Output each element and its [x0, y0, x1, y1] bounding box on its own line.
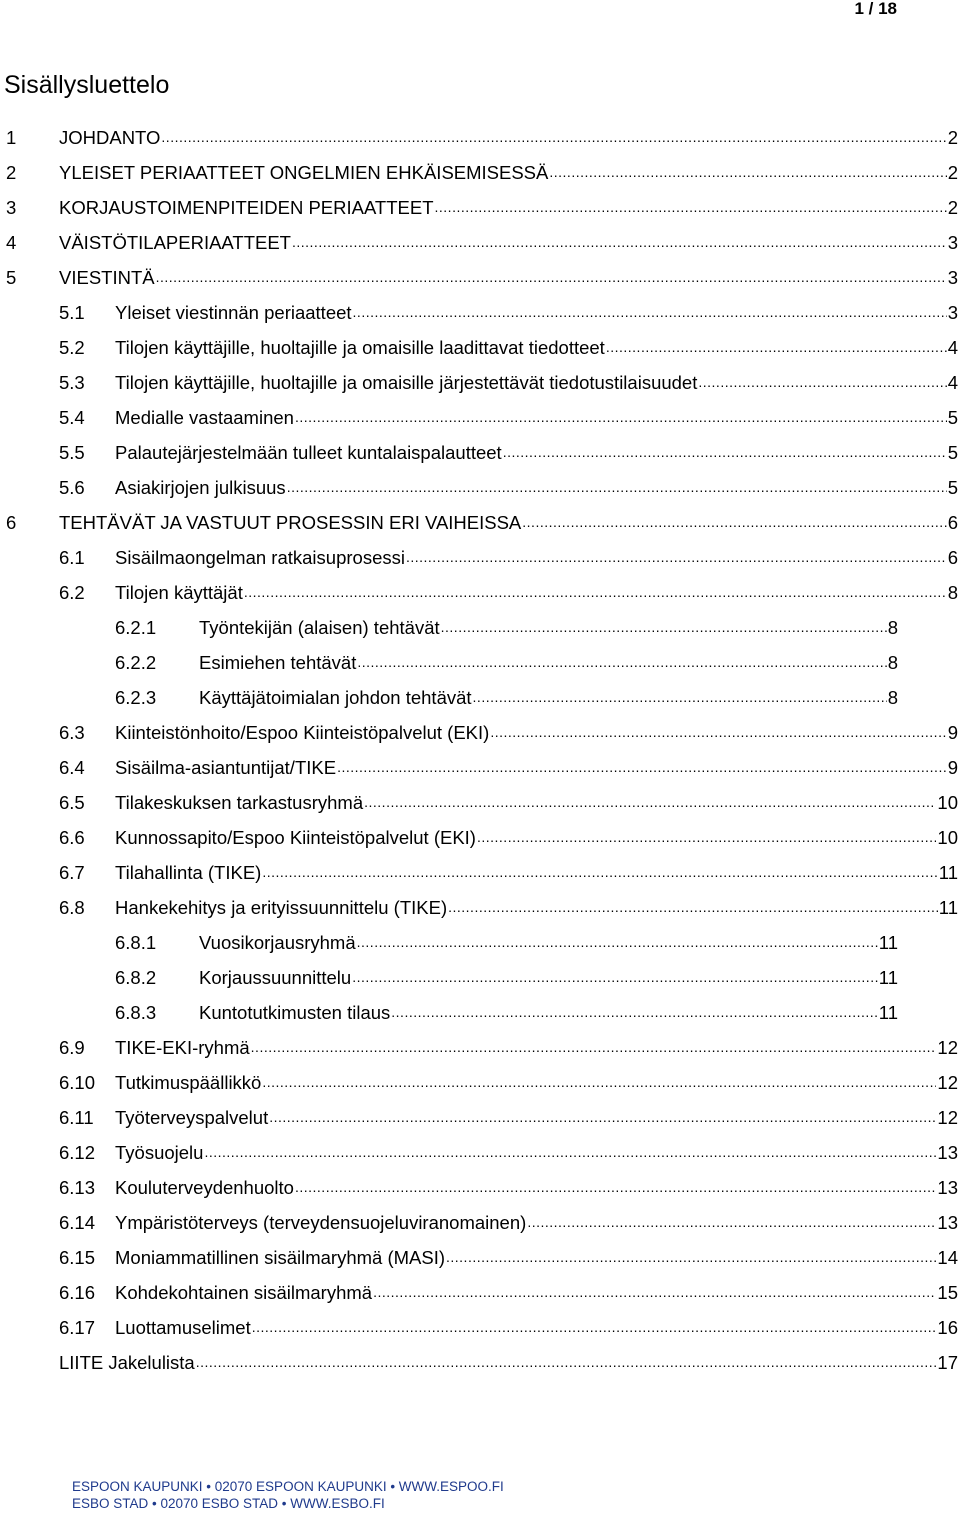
- toc-entry-title: Tilojen käyttäjät: [115, 582, 243, 603]
- toc-title: Sisällysluettelo: [4, 71, 170, 99]
- toc-entry-page: 15: [937, 1282, 958, 1303]
- toc-entry-page: 2: [947, 127, 958, 148]
- toc-entry-title: JOHDANTO: [59, 127, 161, 148]
- toc-dot-leader: [353, 295, 947, 330]
- toc-entry[interactable]: [0, 1065, 960, 1100]
- toc-entry-page: 13: [937, 1177, 958, 1198]
- toc-entry[interactable]: [0, 645, 960, 680]
- toc-entry[interactable]: [0, 470, 960, 505]
- toc-entry[interactable]: [0, 890, 960, 925]
- toc-entry-number: 6.2: [59, 582, 85, 603]
- toc-entry-page: 12: [937, 1107, 958, 1128]
- toc-entry-number: 6.9: [59, 1037, 85, 1058]
- toc-entry-number: 6.12: [59, 1142, 96, 1163]
- toc-entry[interactable]: [0, 750, 960, 785]
- toc-dot-leader: [287, 470, 947, 505]
- toc-entry[interactable]: [0, 855, 960, 890]
- toc-dot-leader: [156, 260, 947, 295]
- toc-entry-number: 5.3: [59, 372, 85, 393]
- toc-entry-page: 8: [887, 617, 898, 638]
- toc-entry-page: 11: [878, 932, 898, 953]
- toc-dot-leader: [244, 575, 947, 610]
- toc-entry-title: Hankekehitys ja erityissuunnittelu (TIKE): [115, 897, 448, 918]
- toc-entry-number: 5.5: [59, 442, 85, 463]
- toc-dot-leader: [448, 890, 938, 925]
- toc-entry-title: KORJAUSTOIMENPITEIDEN PERIAATTEET: [59, 197, 434, 218]
- toc-entry-title: TEHTÄVÄT JA VASTUUT PROSESSIN ERI VAIHEISSA: [59, 512, 522, 533]
- toc-entry[interactable]: [0, 960, 960, 995]
- toc-dot-leader: [295, 1170, 936, 1205]
- toc-entry[interactable]: [0, 190, 960, 225]
- toc-entry-number: 5.6: [59, 477, 85, 498]
- toc-entry[interactable]: [0, 1275, 960, 1310]
- toc-entry[interactable]: [0, 1240, 960, 1275]
- toc-dot-leader: [477, 820, 936, 855]
- toc-entry[interactable]: [0, 1345, 960, 1380]
- toc-entry-page: 9: [947, 722, 958, 743]
- toc-entry-page: 10: [937, 792, 958, 813]
- page-number: 1 / 18: [854, 0, 897, 18]
- toc-dot-leader: [503, 435, 947, 470]
- toc-entry-title: Kiinteistönhoito/Espoo Kiinteistöpalvelut (EKI): [115, 722, 490, 743]
- toc-entry-page: 8: [887, 652, 898, 673]
- toc-entry-page: 10: [937, 827, 958, 848]
- toc-entry-number: 6.2.3: [115, 687, 157, 708]
- toc-entry[interactable]: [0, 1310, 960, 1345]
- toc-entry-page: 6: [947, 547, 958, 568]
- toc-entry-page: 12: [937, 1037, 958, 1058]
- toc-entry-title: Kunnossapito/Espoo Kiinteistöpalvelut (EKI): [115, 827, 476, 848]
- toc-entry-page: 11: [938, 897, 958, 918]
- toc-entry-number: 6.16: [59, 1282, 96, 1303]
- toc-dot-leader: [406, 540, 947, 575]
- toc-dot-leader: [295, 400, 947, 435]
- toc-entry-title: Luottamuselimet: [115, 1317, 251, 1338]
- toc-dot-leader: [698, 365, 946, 400]
- toc-dot-leader: [357, 925, 878, 960]
- toc-entry-title: Tilojen käyttäjille, huoltajille ja omaisille laadittavat tiedotteet: [115, 337, 605, 358]
- toc-entry[interactable]: [0, 610, 960, 645]
- toc-dot-leader: [391, 995, 878, 1030]
- toc-entry-number: 6.5: [59, 792, 85, 813]
- toc-entry-title: Kuntotutkimusten tilaus: [199, 1002, 391, 1023]
- toc-entry-page: 11: [938, 862, 958, 883]
- toc-entry[interactable]: [0, 680, 960, 715]
- toc-entry-page: 4: [947, 372, 958, 393]
- toc-entry-page: 13: [937, 1212, 958, 1233]
- toc-dot-leader: [251, 1030, 937, 1065]
- toc-entry-number: 6: [6, 512, 17, 533]
- toc-entry-title: TIKE-EKI-ryhmä: [115, 1037, 250, 1058]
- toc-entry-title: Moniammatillinen sisäilmaryhmä (MASI): [115, 1247, 445, 1268]
- toc-entry-title: Tilojen käyttäjille, huoltajille ja omaisille järjestettävät tiedotustilaisuudet: [115, 372, 698, 393]
- toc-entry-number: 5: [6, 267, 17, 288]
- toc-entry[interactable]: [0, 1100, 960, 1135]
- toc-entry-title: VIESTINTÄ: [59, 267, 155, 288]
- toc-entry-page: 5: [947, 407, 958, 428]
- toc-entry-page: 2: [947, 162, 958, 183]
- toc-entry-number: 6.3: [59, 722, 85, 743]
- toc-dot-leader: [441, 610, 887, 645]
- toc-entry-page: 11: [878, 1002, 898, 1023]
- toc-entry-page: 14: [937, 1247, 958, 1268]
- toc-entry-number: 5.1: [59, 302, 85, 323]
- toc-dot-leader: [357, 645, 886, 680]
- toc-dot-leader: [352, 960, 878, 995]
- toc-entry-title: Tutkimuspäällikkö: [115, 1072, 262, 1093]
- toc-entry-number: 6.10: [59, 1072, 96, 1093]
- toc-entry-number: 6.8.2: [115, 967, 157, 988]
- toc-entry[interactable]: [0, 1205, 960, 1240]
- toc-entry-title: Yleiset viestinnän periaatteet: [115, 302, 352, 323]
- toc-dot-leader: [204, 1135, 936, 1170]
- toc-dot-leader: [196, 1345, 937, 1380]
- toc-entry-page: 2: [947, 197, 958, 218]
- toc-entry-page: 6: [947, 512, 958, 533]
- toc-entry[interactable]: [0, 715, 960, 750]
- toc-entry-title: Työterveyspalvelut: [115, 1107, 269, 1128]
- toc-entry-number: 6.11: [59, 1107, 94, 1128]
- toc-entry-title: Sisäilmaongelman ratkaisuprosessi: [115, 547, 405, 568]
- toc-entry[interactable]: [0, 1030, 960, 1065]
- toc-entry-title: LIITE Jakelulista: [59, 1352, 195, 1373]
- toc-entry-number: 5.2: [59, 337, 85, 358]
- toc-dot-leader: [262, 855, 937, 890]
- toc-entry[interactable]: [0, 995, 960, 1030]
- toc-entry-title: Vuosikorjausryhmä: [199, 932, 356, 953]
- toc-entry-title: Tilahallinta (TIKE): [115, 862, 262, 883]
- toc-entry[interactable]: [0, 925, 960, 960]
- toc-dot-leader: [606, 330, 947, 365]
- toc-entry-page: 11: [878, 967, 898, 988]
- toc-dot-leader: [269, 1100, 936, 1135]
- toc-dot-leader: [364, 785, 936, 820]
- toc-entry-page: 8: [947, 582, 958, 603]
- toc-entry-number: 6.8.3: [115, 1002, 157, 1023]
- toc-dot-leader: [527, 1205, 936, 1240]
- toc-dot-leader: [446, 1240, 936, 1275]
- toc-entry[interactable]: [0, 400, 960, 435]
- toc-entry-title: Ympäristöterveys (terveydensuojeluviranomainen): [115, 1212, 527, 1233]
- toc-entry-title: Kouluterveydenhuolto: [115, 1177, 294, 1198]
- toc-entry[interactable]: [0, 1135, 960, 1170]
- toc-entry[interactable]: [0, 820, 960, 855]
- toc-entry-title: VÄISTÖTILAPERIAATTEET: [59, 232, 291, 253]
- toc-entry-title: Sisäilma-asiantuntijat/TIKE: [115, 757, 337, 778]
- toc-entry-title: YLEISET PERIAATTEET ONGELMIEN EHKÄISEMISESSÄ: [59, 162, 549, 183]
- toc-dot-leader: [473, 680, 887, 715]
- toc-entry-page: 8: [887, 687, 898, 708]
- toc-entry[interactable]: [0, 1170, 960, 1205]
- toc-entry[interactable]: [0, 295, 960, 330]
- toc-dot-leader: [522, 505, 946, 540]
- toc-dot-leader: [435, 190, 947, 225]
- toc-dot-leader: [373, 1275, 936, 1310]
- toc-entry-number: 6.17: [59, 1317, 96, 1338]
- toc-dot-leader: [292, 225, 947, 260]
- footer-line-fi: ESPOON KAUPUNKI • 02070 ESPOON KAUPUNKI • WWW.ESPOO.FI: [72, 1479, 504, 1494]
- toc-entry-page: 3: [947, 232, 958, 253]
- toc-entry-number: 6.1: [59, 547, 85, 568]
- toc-entry-page: 17: [937, 1352, 958, 1373]
- toc-entry-number: 6.8.1: [115, 932, 157, 953]
- toc-entry-title: Työntekijän (alaisen) tehtävät: [199, 617, 440, 638]
- toc-entry-title: Työsuojelu: [115, 1142, 204, 1163]
- toc-entry-number: 3: [6, 197, 17, 218]
- toc-entry[interactable]: [0, 225, 960, 260]
- toc-entry-page: 9: [947, 757, 958, 778]
- toc-entry[interactable]: [0, 540, 960, 575]
- toc-entry-number: 6.2.1: [115, 617, 157, 638]
- footer: [72, 1478, 504, 1512]
- toc-entry-page: 12: [937, 1072, 958, 1093]
- toc-entry-title: Tilakeskuksen tarkastusryhmä: [115, 792, 364, 813]
- toc-entry-page: 13: [937, 1142, 958, 1163]
- toc-entry-number: 6.15: [59, 1247, 96, 1268]
- toc-entry-number: 6.13: [59, 1177, 96, 1198]
- toc-entry[interactable]: [0, 785, 960, 820]
- toc-entry-title: Esimiehen tehtävät: [199, 652, 357, 673]
- toc-entry-number: 5.4: [59, 407, 85, 428]
- toc-entry-number: 6.7: [59, 862, 85, 883]
- toc-dot-leader: [490, 715, 946, 750]
- toc-entry[interactable]: [0, 120, 960, 155]
- toc-entry-page: 4: [947, 337, 958, 358]
- toc-entry-title: Korjaussuunnittelu: [199, 967, 352, 988]
- toc-entry[interactable]: [0, 330, 960, 365]
- toc-entry-number: 6.6: [59, 827, 85, 848]
- toc-entry-title: Asiakirjojen julkisuus: [115, 477, 286, 498]
- footer-line-sv: ESBO STAD • 02070 ESBO STAD • WWW.ESBO.FI: [72, 1496, 385, 1511]
- toc-entry-page: 3: [947, 267, 958, 288]
- toc-entry[interactable]: [0, 155, 960, 190]
- toc-entry-number: 2: [6, 162, 17, 183]
- toc-entry-page: 5: [947, 442, 958, 463]
- toc-entry-title: Kohdekohtainen sisäilmaryhmä: [115, 1282, 373, 1303]
- toc-entry-number: 6.14: [59, 1212, 96, 1233]
- toc-entry[interactable]: [0, 435, 960, 470]
- toc-entry-title: Medialle vastaaminen: [115, 407, 294, 428]
- toc-dot-leader: [252, 1310, 937, 1345]
- toc-entry[interactable]: [0, 575, 960, 610]
- toc-dot-leader: [161, 120, 946, 155]
- toc-entry[interactable]: [0, 505, 960, 540]
- toc-entry-page: 16: [937, 1317, 958, 1338]
- toc-dot-leader: [337, 750, 947, 785]
- toc-entry[interactable]: [0, 260, 960, 295]
- toc-entry-number: 6.4: [59, 757, 85, 778]
- toc-entry-title: Käyttäjätoimialan johdon tehtävät: [199, 687, 472, 708]
- toc-entry-title: Palautejärjestelmään tulleet kuntalaispalautteet: [115, 442, 502, 463]
- toc-dot-leader: [549, 155, 946, 190]
- toc-entry-number: 6.2.2: [115, 652, 157, 673]
- toc-entry-page: 5: [947, 477, 958, 498]
- toc-dot-leader: [262, 1065, 936, 1100]
- toc-entry-page: 3: [947, 302, 958, 323]
- toc-entry[interactable]: [0, 365, 960, 400]
- toc-entry-number: 1: [6, 127, 17, 148]
- toc-entry-number: 4: [6, 232, 17, 253]
- toc-entry-number: 6.8: [59, 897, 85, 918]
